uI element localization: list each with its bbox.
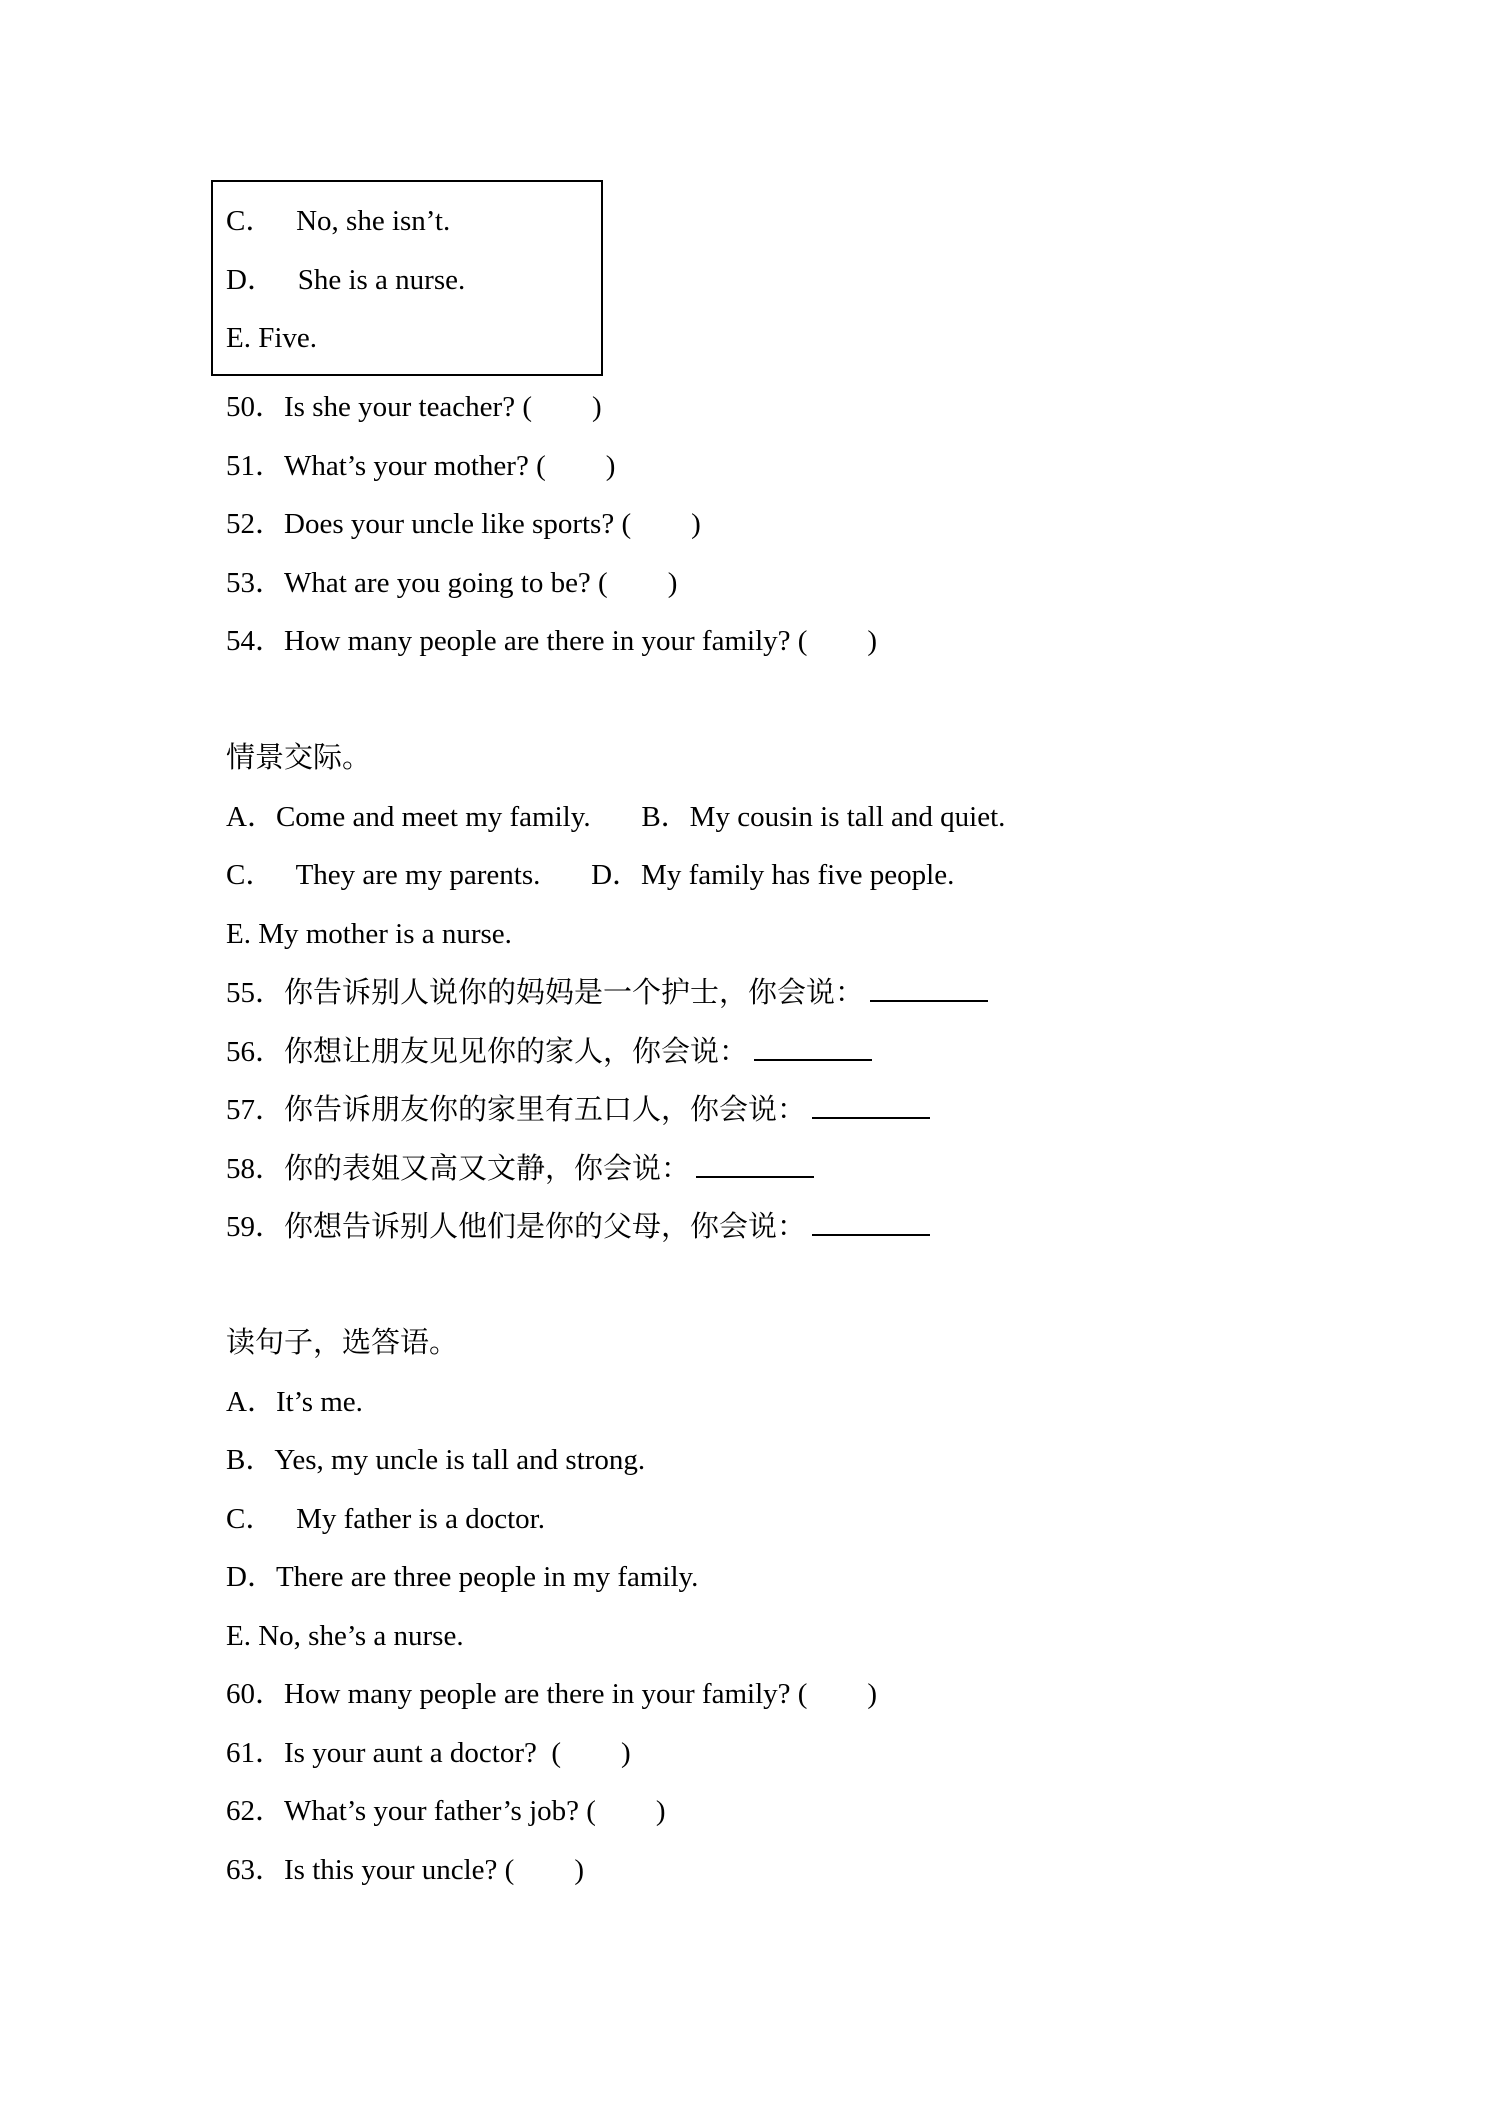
answer-blank[interactable] [812,1091,930,1119]
question-54: 54．How many people are there in your family? ( ) [226,625,878,657]
section2-option-ab: A．Come and meet my family. B．My cousin is tall and quiet. [226,801,1006,833]
question-52: 52．Does your uncle like sports? ( ) [226,508,701,540]
section3-option-d: D．There are three people in my family. [226,1561,699,1593]
box-option-c: C． No, she isn’t. [226,205,451,237]
section3-option-b: B．Yes, my uncle is tall and strong. [226,1444,646,1476]
question-60: 60．How many people are there in your family? ( ) [226,1678,878,1710]
answer-blank[interactable] [870,974,988,1002]
question-56: 56．你想让朋友见见你的家人，你会说： [226,1033,872,1070]
question-62: 62．What’s your father’s job? ( ) [226,1795,666,1827]
answer-blank[interactable] [812,1208,930,1236]
section-heading-read-choose: 读句子，选答语。 [226,1327,459,1359]
question-53: 53．What are you going to be? ( ) [226,567,678,599]
question-57: 57．你告诉朋友你的家里有五口人，你会说： [226,1091,930,1128]
section2-option-cd: C． They are my parents. D．My family has five people. [226,859,955,891]
answer-blank[interactable] [696,1150,814,1178]
section3-option-c: C． My father is a doctor. [226,1503,545,1535]
question-59: 59．你想告诉别人他们是你的父母，你会说： [226,1208,930,1245]
section-heading-situational: 情景交际。 [226,742,372,774]
answer-blank[interactable] [754,1033,872,1061]
question-51: 51．What’s your mother? ( ) [226,450,616,482]
section3-option-e: E. No, she’s a nurse. [226,1620,464,1652]
question-50: 50．Is she your teacher? ( ) [226,391,602,423]
question-61: 61．Is your aunt a doctor? ( ) [226,1737,631,1769]
box-option-e: E. Five. [226,322,318,354]
question-63: 63．Is this your uncle? ( ) [226,1854,585,1886]
question-58: 58．你的表姐又高又文静，你会说： [226,1150,814,1187]
section3-option-a: A．It’s me. [226,1386,363,1418]
box-option-d: D． She is a nurse. [226,264,466,296]
section2-option-e: E. My mother is a nurse. [226,918,512,950]
question-55: 55．你告诉别人说你的妈妈是一个护士，你会说： [226,974,988,1011]
